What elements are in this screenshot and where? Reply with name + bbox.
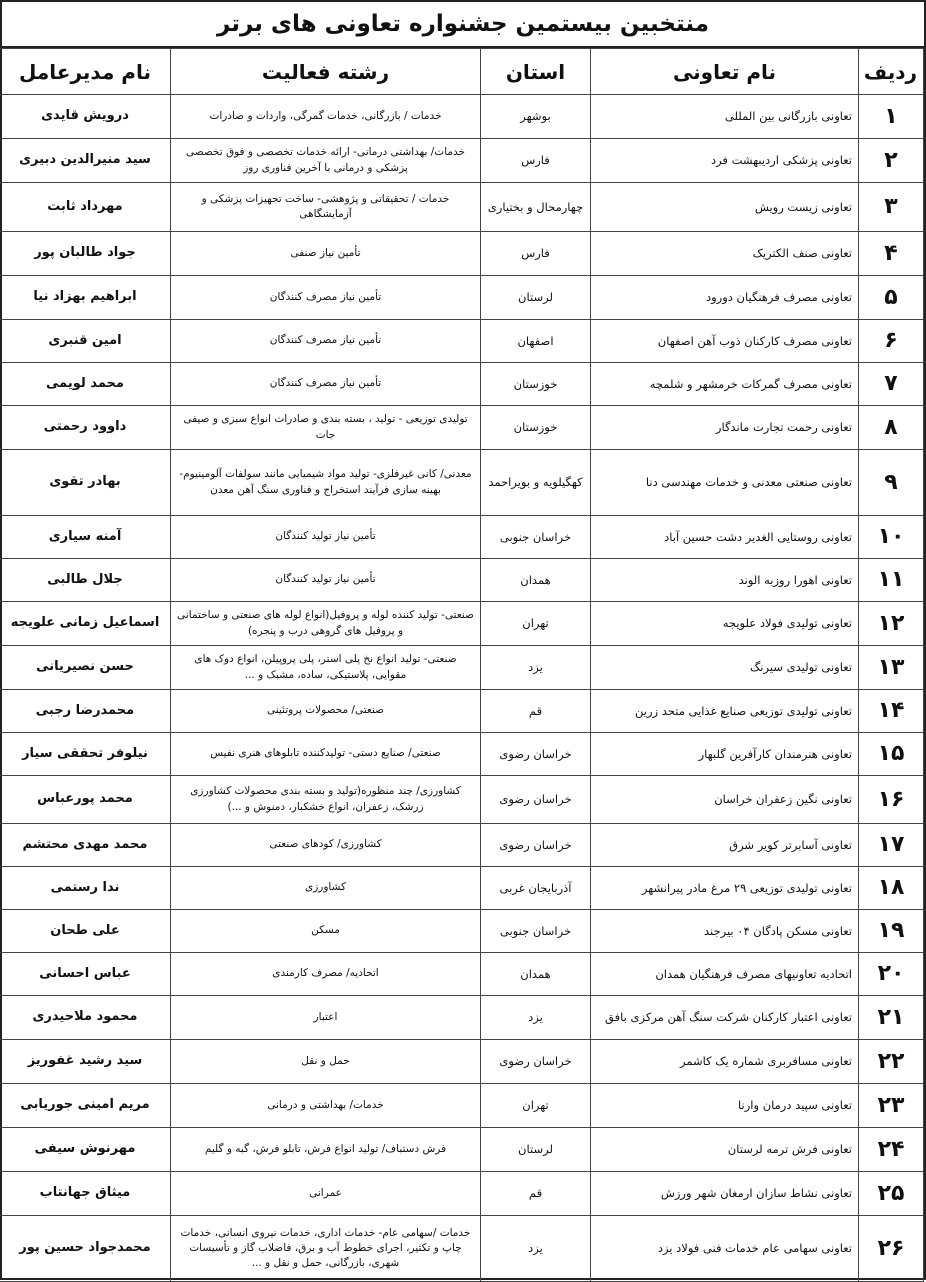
province: لرستان: [481, 1128, 591, 1172]
province: خوزستان: [481, 406, 591, 450]
activity: اتحادیه/ مصرف کارمندی: [171, 953, 481, 996]
coop-name: تعاونی رحمت تجارت ماندگار: [591, 406, 859, 450]
table-row: [0, 232, 924, 276]
province: خراسان رضوی: [481, 1040, 591, 1084]
coop-name: تعاونی تولیدی توزیعی صنایع غذایی متحد زرین: [591, 690, 859, 733]
activity: معدنی/ کانی غیرفلزی- تولید مواد شیمیایی مانند سولفات آلومینیوم- بهینه سازی فرآیند استخراج و فناوری سنگ آهن معدن: [171, 450, 481, 516]
activity: صنعتی- تولید انواع نخ پلی استر، پلی پروپیلن، انواع دوک های مقوایی، پلاستیکی، ساده، مشبک و ...: [171, 646, 481, 690]
table-row: [0, 996, 924, 1040]
province: خراسان جنوبی: [481, 910, 591, 953]
table-row: [0, 776, 924, 824]
manager-name: مریم امینی جوریابی: [0, 1084, 171, 1128]
province: خراسان رضوی: [481, 824, 591, 867]
header-province: استان: [481, 49, 591, 95]
row-number: ۱۵: [859, 733, 924, 776]
activity: عمرانی: [171, 1172, 481, 1216]
table-row: [0, 363, 924, 406]
manager-name: محمد لویمی: [0, 363, 171, 406]
winners-table: [0, 48, 924, 1282]
table-row: [0, 320, 924, 363]
row-number: ۱۶: [859, 776, 924, 824]
activity: تأمین نیاز مصرف کنندگان: [171, 276, 481, 320]
coop-name: تعاونی بازرگانی بین المللی: [591, 95, 859, 139]
row-number: ۱۱: [859, 559, 924, 602]
header-row: [0, 49, 924, 95]
manager-name: محمد مهدی محتشم: [0, 824, 171, 867]
coop-name: تعاونی مصرف فرهنگیان دورود: [591, 276, 859, 320]
province: قم: [481, 690, 591, 733]
row-number: ۲۴: [859, 1128, 924, 1172]
manager-name: حسن نصیریانی: [0, 646, 171, 690]
coop-name: تعاونی صنف الکتریک: [591, 232, 859, 276]
manager-name: عباس احسانی: [0, 953, 171, 996]
coop-name: تعاونی مسافربری شماره یک کاشمر: [591, 1040, 859, 1084]
province: خراسان رضوی: [481, 733, 591, 776]
activity: صنعتی- تولید کننده لوله و پروفیل(انواع لوله های صنعتی و ساختمانی و پروفیل های گروهی درب و پنجره): [171, 602, 481, 646]
row-number: ۲۲: [859, 1040, 924, 1084]
manager-name: محمدجواد حسین پور: [0, 1216, 171, 1282]
table-row: [0, 139, 924, 183]
page-title: منتخبین بیستمین جشنواره تعاونی های برتر: [2, 2, 924, 48]
manager-name: نیلوفر تحققی سیار: [0, 733, 171, 776]
activity: کشاورزی/ چند منظوره(تولید و بسته بندی محصولات کشاورزی زرشک، زعفران، انواع خشکبار، دمنوش و ...): [171, 776, 481, 824]
province: اصفهان: [481, 320, 591, 363]
manager-name: درویش قایدی: [0, 95, 171, 139]
coop-name: تعاونی تولیدی توزیعی ۲۹ مرغ مادر پیرانشهر: [591, 867, 859, 910]
province: آذربایجان غربی: [481, 867, 591, 910]
row-number: ۲۶: [859, 1216, 924, 1282]
coop-name: تعاونی تولیدی فولاد علویجه: [591, 602, 859, 646]
province: یزد: [481, 1216, 591, 1282]
activity: تأمین نیاز تولید کنندگان: [171, 559, 481, 602]
coop-name: تعاونی مصرف کارکنان ذوب آهن اصفهان: [591, 320, 859, 363]
coop-name: تعاونی نگین زعفران خراسان: [591, 776, 859, 824]
activity: حمل و نقل: [171, 1040, 481, 1084]
activity: فرش دستباف/ تولید انواع فرش، تابلو فرش، گبه و گلیم: [171, 1128, 481, 1172]
activity: اعتبار: [171, 996, 481, 1040]
activity: کشاورزی: [171, 867, 481, 910]
province: تهران: [481, 602, 591, 646]
row-number: ۲۳: [859, 1084, 924, 1128]
province: فارس: [481, 232, 591, 276]
province: قم: [481, 1172, 591, 1216]
row-number: ۱۷: [859, 824, 924, 867]
table-row: [0, 1172, 924, 1216]
activity: تأمین نیاز مصرف کنندگان: [171, 320, 481, 363]
coop-name: تعاونی زیست رویش: [591, 183, 859, 232]
province: تهران: [481, 1084, 591, 1128]
activity: صنعتی/ محصولات پروتئینی: [171, 690, 481, 733]
province: همدان: [481, 559, 591, 602]
coop-name: اتحادیه تعاونیهای مصرف فرهنگیان همدان: [591, 953, 859, 996]
table-row: [0, 690, 924, 733]
manager-name: محمد پورعباس: [0, 776, 171, 824]
manager-name: اسماعیل زمانی علویجه: [0, 602, 171, 646]
province: فارس: [481, 139, 591, 183]
header-row-number: ردیف: [859, 49, 924, 95]
row-number: ۱۴: [859, 690, 924, 733]
manager-name: علی طحان: [0, 910, 171, 953]
manager-name: سید رشید غفوریز: [0, 1040, 171, 1084]
header-coop-name: نام تعاونی: [591, 49, 859, 95]
table-row: [0, 646, 924, 690]
activity: مسکن: [171, 910, 481, 953]
table-row: [0, 910, 924, 953]
row-number: ۴: [859, 232, 924, 276]
coop-name: تعاونی مسکن پادگان ۰۴ بیرجند: [591, 910, 859, 953]
header-activity: رشته فعالیت: [171, 49, 481, 95]
coop-name: تعاونی تولیدی سیرنگ: [591, 646, 859, 690]
row-number: ۱۹: [859, 910, 924, 953]
table-row: [0, 95, 924, 139]
row-number: ۱۲: [859, 602, 924, 646]
manager-name: محمود ملاحیدری: [0, 996, 171, 1040]
manager-name: ندا رستمی: [0, 867, 171, 910]
manager-name: میثاق جهانتاب: [0, 1172, 171, 1216]
row-number: ۱۰: [859, 516, 924, 559]
province: یزد: [481, 646, 591, 690]
manager-name: محمدرضا رجبی: [0, 690, 171, 733]
province: چهارمحال و بختیاری: [481, 183, 591, 232]
table-row: [0, 516, 924, 559]
table-row: [0, 276, 924, 320]
row-number: ۱۸: [859, 867, 924, 910]
header-manager: نام مدیرعامل: [0, 49, 171, 95]
coop-name: تعاونی آسابرتر کویر شرق: [591, 824, 859, 867]
manager-name: مهرداد ثابت: [0, 183, 171, 232]
coop-name: تعاونی پزشکی اردیبهشت فرد: [591, 139, 859, 183]
province: همدان: [481, 953, 591, 996]
row-number: ۲: [859, 139, 924, 183]
table-row: [0, 953, 924, 996]
coop-name: تعاونی نشاط سازان ارمغان شهر ورزش: [591, 1172, 859, 1216]
row-number: ۷: [859, 363, 924, 406]
row-number: ۲۱: [859, 996, 924, 1040]
coop-name: تعاونی اهورا روزبه الوند: [591, 559, 859, 602]
row-number: ۶: [859, 320, 924, 363]
table-row: [0, 602, 924, 646]
activity: تأمین نیاز مصرف کنندگان: [171, 363, 481, 406]
table-row: [0, 824, 924, 867]
province: خوزستان: [481, 363, 591, 406]
table-row: [0, 183, 924, 232]
row-number: ۱۳: [859, 646, 924, 690]
coop-name: تعاونی هنرمندان کارآفرین گلبهار: [591, 733, 859, 776]
row-number: ۸: [859, 406, 924, 450]
manager-name: داوود رحمتی: [0, 406, 171, 450]
table-row: [0, 406, 924, 450]
province: یزد: [481, 996, 591, 1040]
activity: تأمین نیاز تولید کنندگان: [171, 516, 481, 559]
coop-name: تعاونی فرش ترمه لرستان: [591, 1128, 859, 1172]
activity: خدمات /سهامی عام- خدمات اداری، خدمات نیروی انسانی، خدمات چاپ و تکثیر، اجرای خطوط آب و برق، فاضلاب گاز و تأسیسات شهری، بازرگانی، حمل و نقل و ...: [171, 1216, 481, 1282]
table-row: [0, 1040, 924, 1084]
manager-name: امین قنبری: [0, 320, 171, 363]
province: خراسان رضوی: [481, 776, 591, 824]
table-body: [0, 95, 924, 1282]
manager-name: مهرنوش سیفی: [0, 1128, 171, 1172]
table-row: [0, 559, 924, 602]
province: کهگیلویه و بویراحمد: [481, 450, 591, 516]
activity: خدمات / بازرگانی، خدمات گمرگی، واردات و صادرات: [171, 95, 481, 139]
table-row: [0, 867, 924, 910]
manager-name: آمنه سیاری: [0, 516, 171, 559]
row-number: ۵: [859, 276, 924, 320]
activity: خدمات / تحقیقاتی و پژوهشی- ساخت تجهیزات پزشکی و آزمایشگاهی: [171, 183, 481, 232]
coop-name: تعاونی روستایی الغدیر دشت حسین آباد: [591, 516, 859, 559]
activity: کشاورزی/ کودهای صنعتی: [171, 824, 481, 867]
row-number: ۳: [859, 183, 924, 232]
table-row: [0, 1216, 924, 1282]
province: بوشهر: [481, 95, 591, 139]
row-number: ۲۰: [859, 953, 924, 996]
row-number: ۹: [859, 450, 924, 516]
manager-name: ابراهیم بهزاد نیا: [0, 276, 171, 320]
coop-name: تعاونی صنعتی معدنی و خدمات مهندسی دنا: [591, 450, 859, 516]
table-row: [0, 450, 924, 516]
table-row: [0, 1128, 924, 1172]
row-number: ۲۵: [859, 1172, 924, 1216]
province: لرستان: [481, 276, 591, 320]
coop-name: تعاونی مصرف گمرکات خرمشهر و شلمچه: [591, 363, 859, 406]
manager-name: جلال طالبی: [0, 559, 171, 602]
province: خراسان جنوبی: [481, 516, 591, 559]
activity: خدمات/ بهداشتی و درمانی: [171, 1084, 481, 1128]
activity: تأمین نیاز صنفی: [171, 232, 481, 276]
activity: خدمات/ بهداشتی درمانی- ارائه خدمات تخصصی و فوق تخصصی پزشکی و درمانی با آخرین فناوری روز: [171, 139, 481, 183]
row-number: ۱: [859, 95, 924, 139]
table-row: [0, 1084, 924, 1128]
manager-name: بهادر تقوی: [0, 450, 171, 516]
manager-name: جواد طالبان پور: [0, 232, 171, 276]
manager-name: سید منیرالدین دبیری: [0, 139, 171, 183]
table-row: [0, 733, 924, 776]
activity: تولیدی توزیعی - تولید ، بسته بندی و صادرات انواع سبزی و صیفی جات: [171, 406, 481, 450]
activity: صنعتی/ صنایع دستی- تولیدکننده تابلوهای هنری نفیس: [171, 733, 481, 776]
coop-name: تعاونی سهامی عام خدمات فنی فولاد یزد: [591, 1216, 859, 1282]
coop-name: تعاونی سپید درمان وارنا: [591, 1084, 859, 1128]
coop-name: تعاونی اعتبار کارکنان شرکت سنگ آهن مرکزی بافق: [591, 996, 859, 1040]
